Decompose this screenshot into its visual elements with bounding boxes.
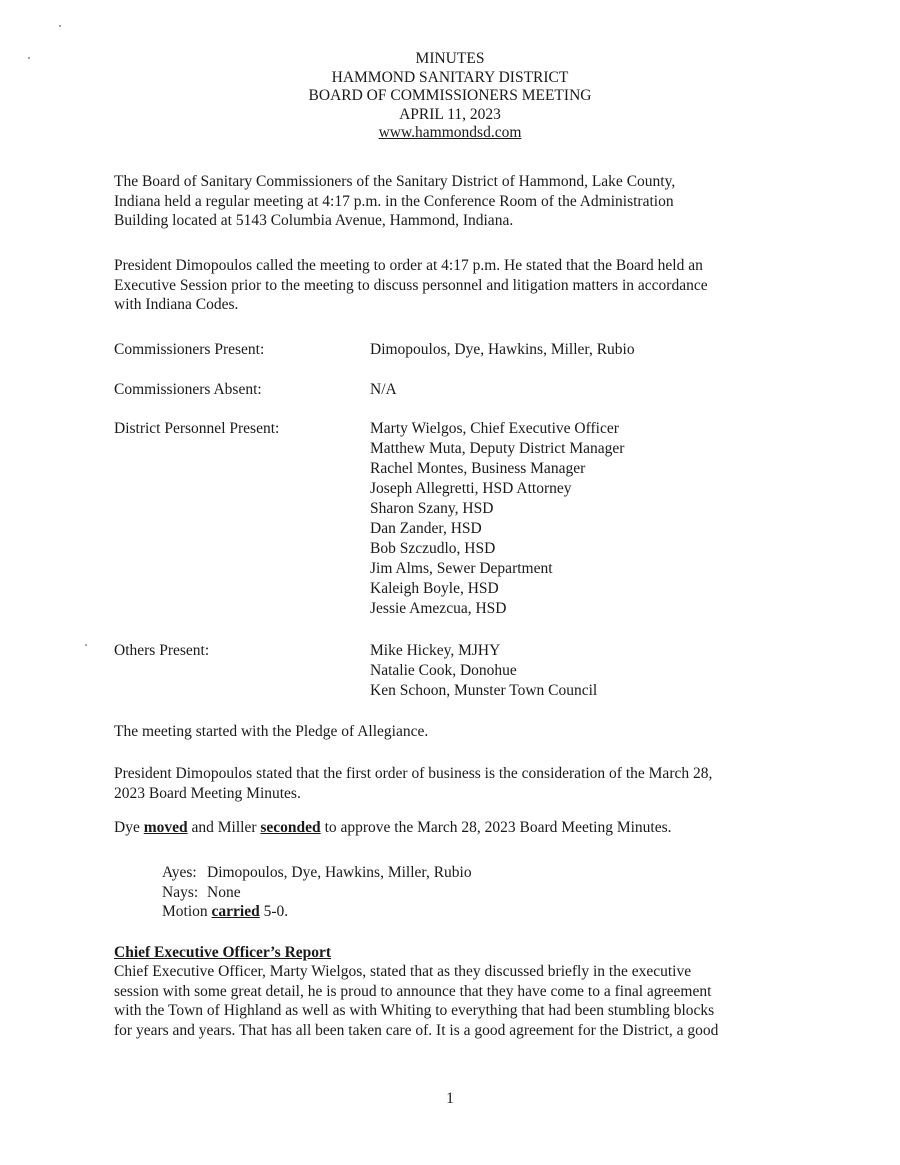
- ceo-report-paragraph: [114, 962, 834, 1040]
- and-word: and: [191, 819, 214, 836]
- others-present-list: [370, 641, 597, 701]
- commissioners-absent-label: Commissioners Absent:: [114, 381, 262, 398]
- others-item: Natalie Cook, Donohue: [370, 662, 517, 679]
- paragraph-line: with Indiana Codes.: [114, 296, 239, 313]
- commissioners-present-label: Commissioners Present:: [114, 341, 265, 358]
- document-title: MINUTES: [415, 50, 485, 67]
- paragraph-line: The Board of Sanitary Commissioners of the Sanitary District of Hammond, Lake County,: [114, 173, 676, 190]
- district-personnel-list: [370, 419, 624, 619]
- paragraph-line: Building located at 5143 Columbia Avenue, Hammond, Indiana.: [114, 212, 514, 229]
- paragraph-line: with the Town of Highland as well as with Whiting to everything that had been stumbling blocks: [114, 1002, 715, 1019]
- commissioners-present-value: Dimopoulos, Dye, Hawkins, Miller, Rubio: [370, 341, 635, 358]
- motion-seconder: Miller: [217, 819, 257, 836]
- motion-text: to approve the March 28, 2023 Board Meeting Minutes.: [324, 819, 672, 836]
- personnel-item: Jim Alms, Sewer Department: [370, 560, 553, 577]
- organization-name: HAMMOND SANITARY DISTRICT: [331, 68, 569, 86]
- intro-paragraph: [114, 172, 834, 231]
- pledge-paragraph: [114, 722, 834, 742]
- motion-result: 5-0.: [263, 903, 289, 920]
- ceo-report-heading: Chief Executive Officer’s Report: [114, 944, 332, 961]
- personnel-item: Matthew Muta, Deputy District Manager: [370, 440, 625, 457]
- meeting-name: BOARD OF COMMISSIONERS MEETING: [308, 87, 592, 104]
- paragraph-line: Indiana held a regular meeting at 4:17 p.m. in the Conference Room of the Administration: [114, 192, 674, 210]
- personnel-item: Marty Wielgos, Chief Executive Officer: [370, 420, 619, 437]
- nays-label: Nays:: [162, 883, 199, 901]
- ayes-value: Dimopoulos, Dye, Hawkins, Miller, Rubio: [207, 864, 472, 881]
- others-item: Mike Hickey, MJHY: [370, 642, 501, 659]
- personnel-item: Bob Szczudlo, HSD: [370, 540, 496, 557]
- page-number: 1: [446, 1090, 454, 1107]
- nays-value: None: [207, 883, 241, 901]
- motion-paragraph: [114, 818, 834, 838]
- carried-keyword: carried: [211, 903, 260, 920]
- paragraph-line: President Dimopoulos stated that the first order of business is the consideration of the March 28,: [114, 765, 713, 782]
- document-header: [0, 50, 900, 143]
- website-link[interactable]: www.hammondsd.com: [378, 124, 522, 141]
- paragraph-line: for years and years. That has all been taken care of. It is a good agreement for the District, a good: [114, 1021, 719, 1039]
- personnel-item: Sharon Szany, HSD: [370, 500, 494, 517]
- call-to-order-paragraph: [114, 256, 834, 315]
- personnel-item: Kaleigh Boyle, HSD: [370, 580, 499, 597]
- scan-speck: [59, 25, 61, 27]
- others-item: Ken Schoon, Munster Town Council: [370, 682, 598, 699]
- ayes-label: Ayes:: [162, 864, 197, 881]
- district-personnel-label: District Personnel Present:: [114, 420, 280, 437]
- vote-block: [162, 863, 472, 922]
- personnel-item: Dan Zander, HSD: [370, 520, 482, 537]
- moved-keyword: moved: [143, 819, 188, 836]
- ayes-line: [162, 863, 472, 883]
- others-present-label: Others Present:: [114, 642, 210, 659]
- motion-result-line: [162, 902, 472, 922]
- personnel-item: Rachel Montes, Business Manager: [370, 460, 586, 477]
- motion-mover: Dye: [114, 819, 140, 836]
- paragraph-line: 2023 Board Meeting Minutes.: [114, 784, 301, 802]
- paragraph-line: Executive Session prior to the meeting to discuss personnel and litigation matters in accordance: [114, 276, 708, 294]
- scan-speck: [85, 644, 87, 646]
- personnel-item: Jessie Amezcua, HSD: [370, 600, 507, 617]
- personnel-item: Joseph Allegretti, HSD Attorney: [370, 480, 572, 497]
- first-order-paragraph: [114, 764, 834, 803]
- seconded-keyword: seconded: [260, 819, 321, 836]
- paragraph-line: The meeting started with the Pledge of Allegiance.: [114, 723, 429, 740]
- commissioners-absent-value: N/A: [370, 381, 397, 398]
- meeting-date: APRIL 11, 2023: [399, 105, 501, 123]
- motion-word: Motion: [162, 903, 208, 920]
- paragraph-line: President Dimopoulos called the meeting to order at 4:17 p.m. He stated that the Board held an: [114, 257, 703, 274]
- paragraph-line: Chief Executive Officer, Marty Wielgos, stated that as they discussed briefly in the executive: [114, 963, 692, 980]
- nays-line: [162, 883, 472, 903]
- paragraph-line: session with some great detail, he is proud to announce that they have come to a final agreement: [114, 982, 712, 1000]
